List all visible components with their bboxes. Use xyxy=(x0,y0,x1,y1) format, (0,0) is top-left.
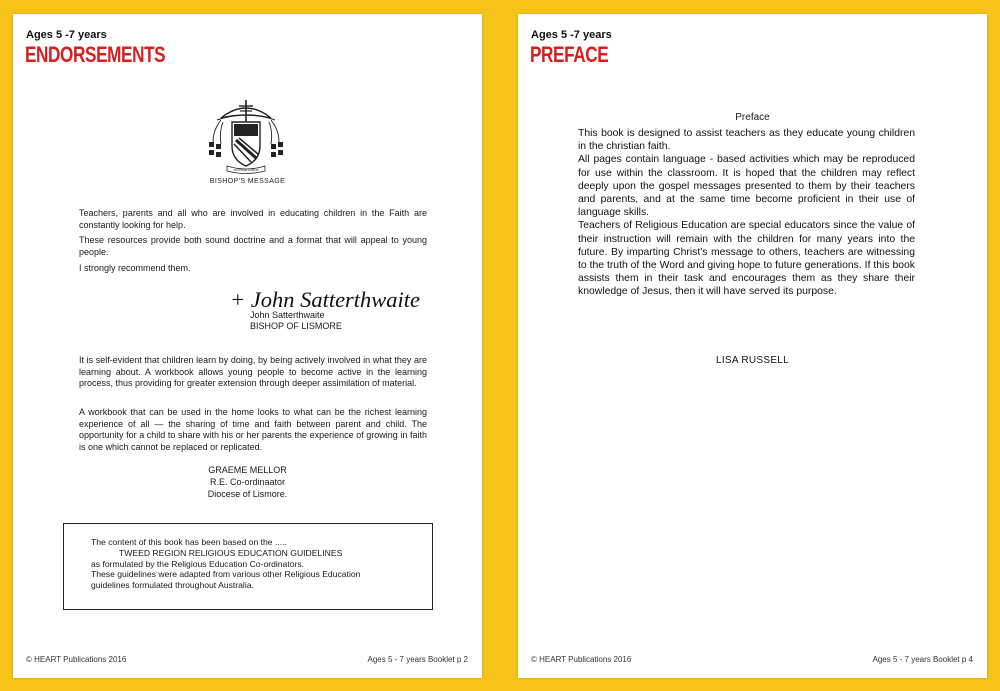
bishop-crest-icon xyxy=(203,96,289,174)
coordinator-diocese: Diocese of Lismore. xyxy=(207,489,288,499)
footer-page-number: Ages 5 - 7 years Booklet p 4 xyxy=(872,655,973,664)
bishop-title: BISHOP OF LISMORE xyxy=(250,321,342,331)
signature-text: + John Satterthwaite xyxy=(230,287,421,312)
preface-body xyxy=(578,127,915,299)
box-line-2: TWEED REGION RELIGIOUS EDUCATION GUIDELINES xyxy=(119,547,343,558)
box-line-3: as formulated by the Religious Education Co-ordinators. xyxy=(91,558,305,569)
bishop-paragraph-3: I strongly recommend them. xyxy=(79,263,191,273)
bishop-paragraph-2: These resources provide both sound doctrine and a format that will appeal to young people. xyxy=(79,235,427,257)
preface-paragraph-2: All pages contain language - based activities which may be reproduced for use within the classroom. It is hoped that the children may reflect deeply upon the gospel messages presented to them by their teachers and parents, and at the same time become proficient in their use of language skills. xyxy=(578,154,915,219)
bishops-message-heading: BISHOP'S MESSAGE xyxy=(209,178,286,185)
bishop-name: John Satterthwaite xyxy=(250,310,325,320)
footer-page-number: Ages 5 - 7 years Booklet p 2 xyxy=(367,655,468,664)
endorsements-page xyxy=(13,14,482,678)
preface-author: LISA RUSSELL xyxy=(715,355,790,366)
bishop-paragraph-1: Teachers, parents and all who are involved in educating children in the Faith are constantly looking for help. xyxy=(79,208,427,230)
footer-copyright: © HEART Publications 2016 xyxy=(26,655,127,664)
section-title: PREFACE xyxy=(530,42,609,67)
preface-paragraph-1: This book is designed to assist teachers as they educate young children in the christian faith. xyxy=(578,128,915,153)
coordinator-role: R.E. Co-ordinaator xyxy=(209,477,286,487)
age-label: Ages 5 -7 years xyxy=(26,29,107,41)
box-line-5: guidelines formulated throughout Australia. xyxy=(91,580,254,591)
section-title: ENDORSEMENTS xyxy=(25,42,166,67)
footer-copyright: © HEART Publications 2016 xyxy=(531,655,632,664)
guidelines-box xyxy=(63,523,433,610)
coordinator-name: GRAEME MELLOR xyxy=(208,465,287,475)
coordinator-paragraph-1: It is self-evident that children learn by doing, by being actively involved in what they are learning about. A workbook allows young people to become active in the learning process, thus providing for greater extension through deeper assimilation of material. xyxy=(79,355,427,388)
preface-heading: Preface xyxy=(735,112,770,123)
box-line-4: These guidelines were adapted from various other Religious Education xyxy=(91,569,361,580)
crest-motto: AVISSIMI CORDE xyxy=(233,168,259,172)
preface-page xyxy=(518,14,987,678)
box-line-1: The content of this book has been based on the ..... xyxy=(91,537,287,547)
coordinator-paragraph-2: A workbook that can be used in the home looks to what can be the richest learning experience of all — the sharing of time and faith between parent and child. The opportunity for a child to share with his or her parents the experience of growing in faith is one which cannot be replaced or replicated. xyxy=(79,407,427,452)
age-label: Ages 5 -7 years xyxy=(531,29,612,41)
preface-paragraph-3: Teachers of Religious Education are special educators since the value of their instruction will remain with the children for many years into the future. By imparting Christ's message to others, teachers are witnessing to the truth of the Word and giving hope to future generations. If this book assists them in their task and encourages them as they share their knowledge of Jesus, then it will have served its purpose. xyxy=(578,220,915,298)
